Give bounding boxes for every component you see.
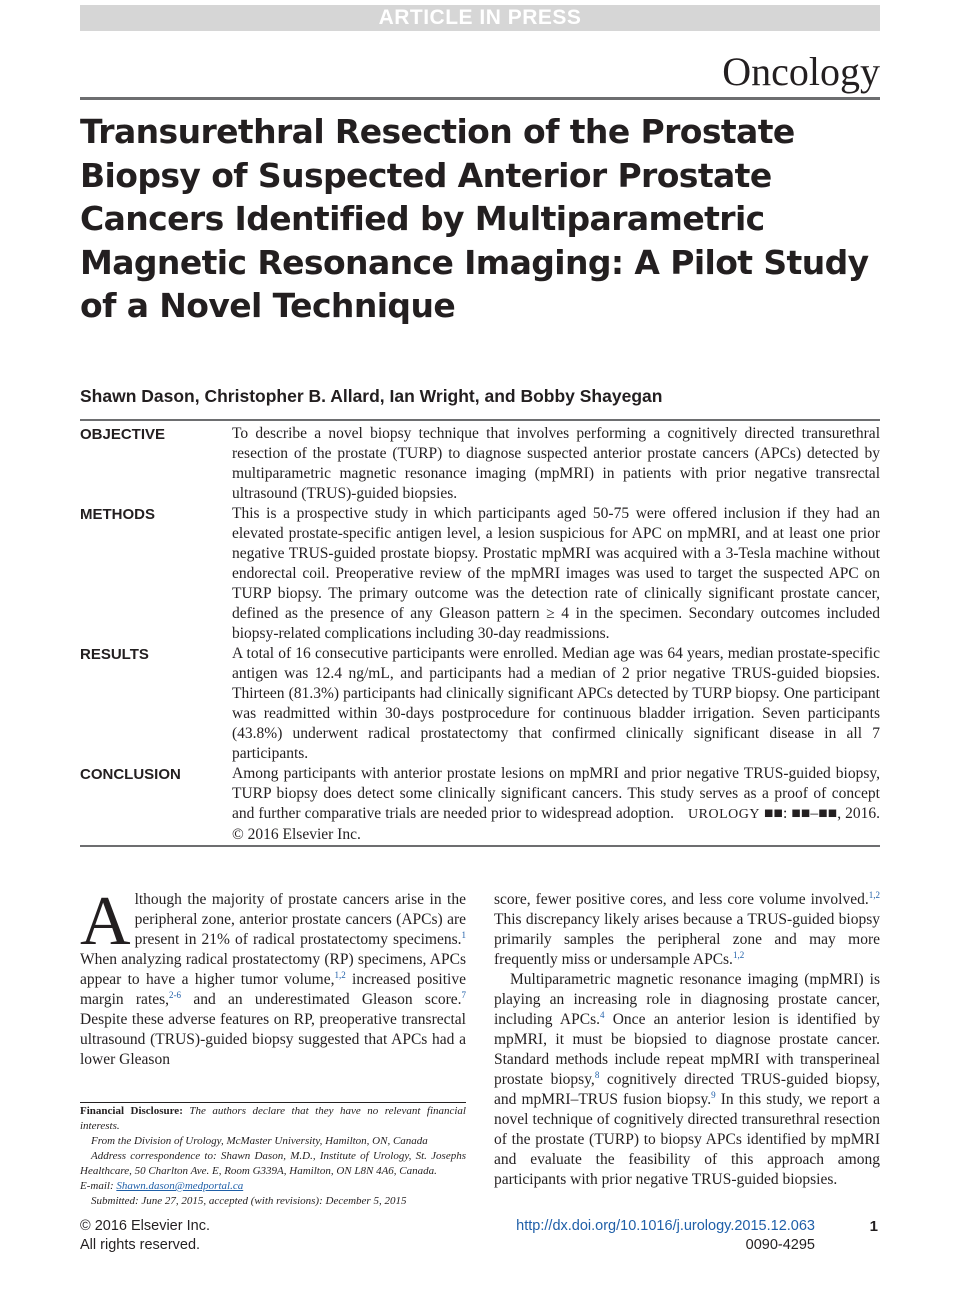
submission-dates: Submitted: June 27, 2015, accepted (with revisions): December 5, 2015: [91, 1195, 407, 1207]
abstract-heading: RESULTS: [80, 646, 149, 663]
abstract-heading: OBJECTIVE: [80, 426, 166, 443]
body-right-column: [494, 890, 880, 1190]
abstract-methods: [80, 504, 880, 644]
rights-reserved: All rights reserved.: [80, 1237, 201, 1253]
correspondence-address: Address correspondence to: Shawn Dason, M.D., Institute of Urology, St. Josephs Healthcare, 50 Charlton Ave. E, Room G339A, Hamilton, ON L8N 4A6, Canada.: [80, 1150, 466, 1177]
structured-abstract: [80, 424, 880, 845]
citation-ref[interactable]: 9: [711, 1090, 716, 1100]
article-title: Transurethral Resection of the Prostate Biopsy of Suspected Anterior Prostate Cancers Identified by Multiparametric Magnetic Resonance Imaging: A Pilot Study of a Novel Technique: [80, 112, 869, 325]
intro-paragraph-1: Although the majority of prostate cancers arise in the peripheral zone, anterior prostate cancers (APCs) are present in 21% of radical prostatectomy specimens.$^1$ When analyzing radical prostatectomy (RP) specimens, APCs appear to have a higher tumor volume,$^{1,2}$ increased positive margin rates,$^{2-6}$ and an underestimated Gleason score.$^7$ Despite these adverse features on RP, preoperative transrectal ultrasound (TRUS)-guided biopsy suggested that APCs had a lower Gleason: [80, 883, 466, 1068]
intro-paragraph-2: Multiparametric magnetic resonance imaging (mpMRI) is playing an increasing role in diagnosing prostate cancer, including APCs.$^4$ Once an anterior lesion is identified by mpMRI, it must be biopsied to diagnose prostate cancer. Standard methods include repeat mpMRI with transperineal prostate biopsy,$^8$ cognitively directed TRUS-guided biopsy, and mpMRI–TRUS fusion biopsy.$^9$ In this study, we report a novel technique of cognitively directed transurethral resection of the prostate (TURP) to biopsy APCs identified by mpMRI and evaluate the feasibility of this approach among participants with prior negative TRUS-guided biopsies.: [494, 971, 880, 1188]
email-link[interactable]: Shawn.dason@medportal.ca: [116, 1180, 244, 1192]
abstract-results: [80, 644, 880, 764]
abstract-top-rule: [80, 419, 880, 421]
citation-ref[interactable]: 7: [461, 990, 466, 1000]
affiliation: From the Division of Urology, McMaster University, Hamilton, ON, Canada: [91, 1135, 428, 1147]
abstract-text: This is a prospective study in which participants aged 50-75 were offered inclusion if they had an elevated prostate-specific antigen level, a lesion suspicious for APC on mpMRI, and at least one prior negative TRUS-guided prostate biopsy. Prostatic mpMRI was acquired with a 3-Tesla machine without endorectal coil. Preoperative review of the mpMRI images was used to target the suspected APC on TURP biopsy. The primary outcome was the detection rate of clinically significant prostate cancer, defined as the presence of any Gleason pattern ≥ 4 in the specimen. Secondary outcomes included biopsy-related complications including 30-day readmissions.: [232, 505, 880, 642]
abstract-text: [232, 764, 880, 845]
drop-cap: A: [80, 883, 131, 960]
issn: 0090-4295: [745, 1237, 815, 1253]
doi-link[interactable]: http://dx.doi.org/10.1016/j.urology.2015.12.063: [516, 1218, 815, 1234]
footnote-rule: [80, 1102, 466, 1103]
body-left-column: [80, 883, 466, 1070]
citation-ref[interactable]: 1: [461, 930, 466, 940]
journal-section-name: Oncology: [722, 49, 880, 94]
abstract-text: To describe a novel biopsy technique that involves performing a cognitively directed transurethral resection of the prostate (TURP) to diagnose suspected anterior prostate cancers (APCs) detected by multiparametric magnetic resonance imaging (mpMRI) in patients with prior negative transrectal ultrasound (TRUS)-guided biopsies.: [232, 425, 880, 502]
citation-ref[interactable]: 1,2: [334, 970, 346, 980]
abstract-bottom-rule: [80, 845, 880, 847]
abstract-text: A total of 16 consecutive participants were enrolled. Median age was 64 years, median prostate-specific antigen was 12.4 ng/mL, and participants had a median of 2 prior negative TRUS-guided biopsies. Thirteen (81.3%) participants had clinically significant APCs detected by TURP biopsy. One participant was readmitted within 30-days postprocedure for continuous bladder irrigation. Seven participants (43.8%) underwent radical prostatectomy that confirmed clinically significant disease in all 7 participants.: [232, 645, 880, 762]
citation-ref[interactable]: 8: [594, 1070, 600, 1080]
citation-ref[interactable]: 1,2: [732, 950, 745, 960]
citation-ref[interactable]: 1,2: [868, 890, 880, 900]
citation-journal: UROLOGY: [688, 807, 760, 822]
abstract-conclusion-text: Among participants with anterior prostate lesions on mpMRI and prior negative TRUS-guided biopsy, TURP biopsy does detect some clinically significant cancers. This study serves as a proof of concept and further comparative trials are needed prior to widespread adoption.: [232, 765, 880, 822]
article-footnote: [80, 1104, 466, 1209]
page-number: 1: [869, 1218, 878, 1235]
abstract-conclusion: [80, 764, 880, 845]
article-in-press-banner: ARTICLE IN PRESS: [80, 5, 880, 31]
abstract-objective: [80, 424, 880, 504]
citation-ref[interactable]: 2-6: [169, 990, 182, 1000]
citation-volume: ■■: ■■–■■, 2016. © 2016 Elsevier Inc.: [232, 805, 881, 843]
abstract-heading: CONCLUSION: [80, 766, 181, 783]
citation-ref[interactable]: 4: [600, 1010, 605, 1020]
header-rule: [80, 97, 880, 100]
doi-block: [516, 1217, 815, 1255]
copyright: © 2016 Elsevier Inc.: [80, 1218, 210, 1234]
copyright-block: [80, 1217, 210, 1255]
intro-paragraph-1-continued: score, fewer positive cores, and less core volume involved.$^{1,2}$ This discrepancy likely arises because a TRUS-guided biopsy primarily samples the peripheral zone and may more frequently miss or undersample APCs.$^{1,2}$: [494, 890, 880, 968]
financial-disclosure: Financial Disclosure: The authors declare that they have no relevant financial interests.: [80, 1105, 466, 1132]
author-list: Shawn Dason, Christopher B. Allard, Ian Wright, and Bobby Shayegan: [80, 386, 663, 406]
correspondence-email: E-mail: Shawn.dason@medportal.ca: [80, 1180, 244, 1192]
abstract-heading: METHODS: [80, 506, 155, 523]
